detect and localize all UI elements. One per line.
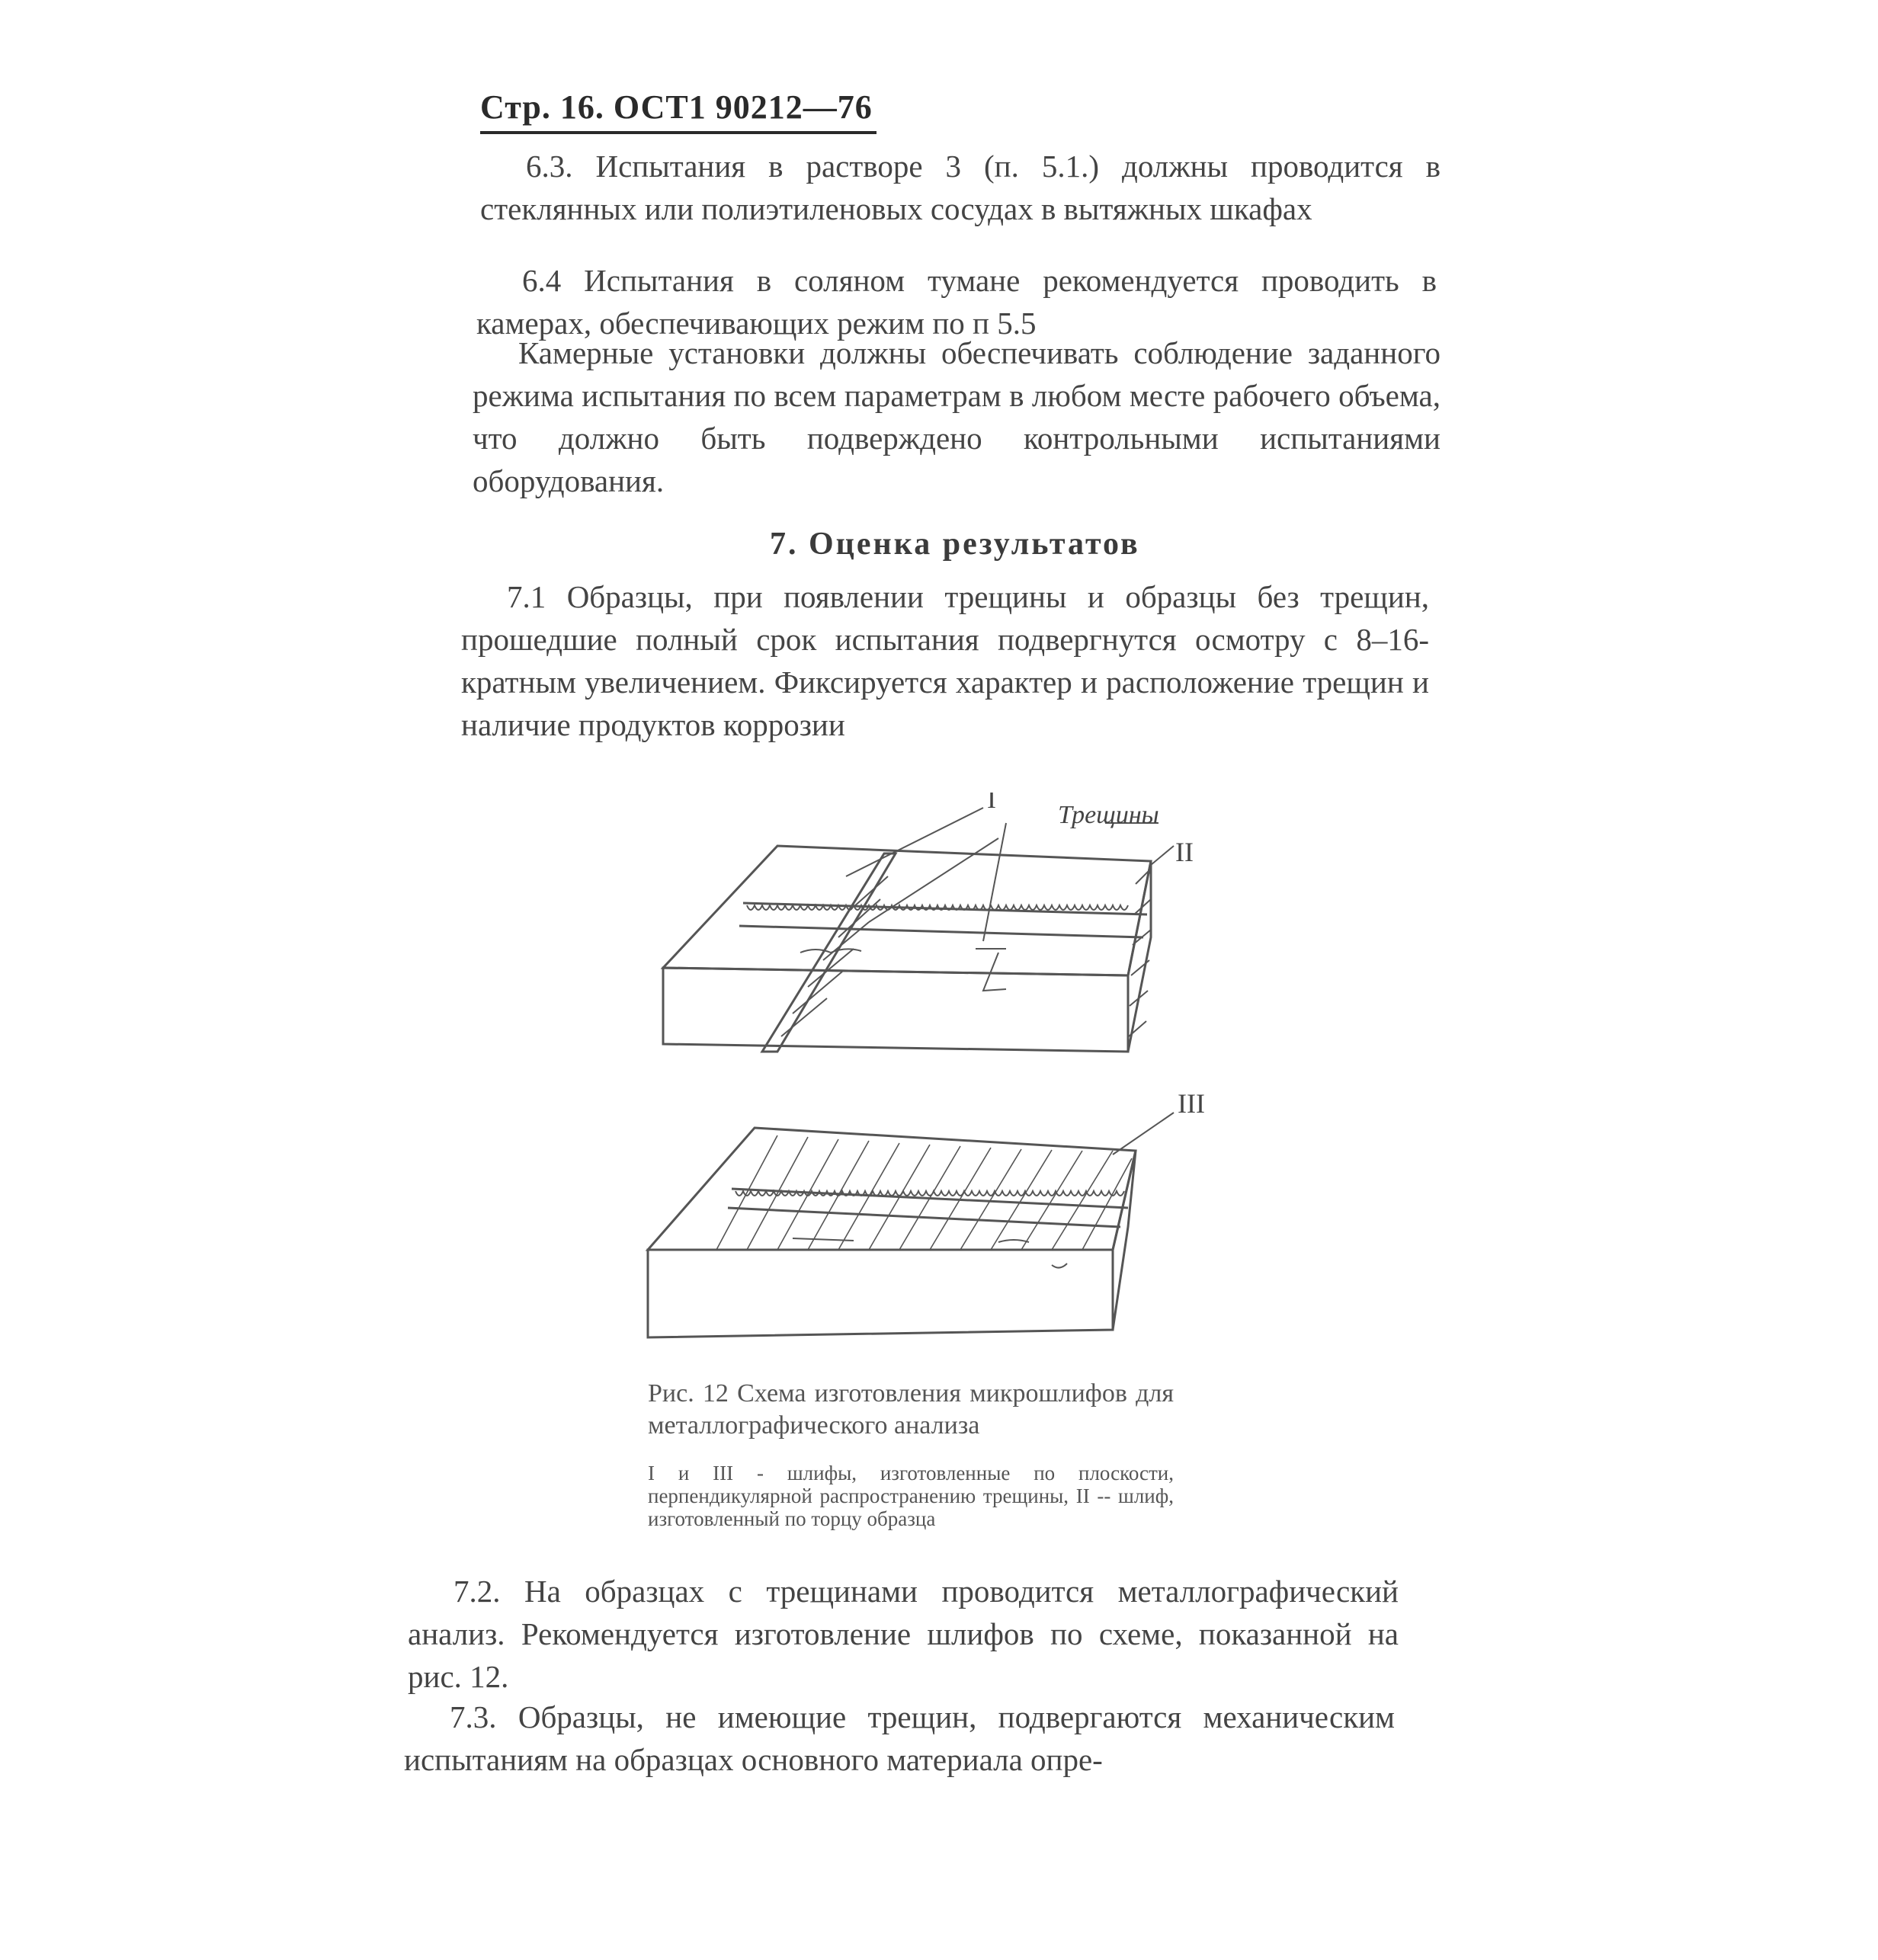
page-header: Стр. 16. ОСТ1 90212—76 <box>480 88 877 134</box>
label-iii: III <box>1178 1088 1205 1119</box>
paragraph-7-3: 7.3. Образцы, не имеющие трещин, подвергаются механическим испытаниям на образцах основного материала опре- <box>404 1699 1395 1777</box>
figure-note: I и III - шлифы, изготовленные по плоскости, перпендикулярной распространению трещины, II -- шлиф, изготовленный по торцу образца <box>648 1462 1174 1530</box>
paragraph-7-2: 7.2. На образцах с трещинами проводится металлографический анализ. Рекомендуется изготовление шлифов по схеме, показанной на рис. 12. <box>408 1574 1399 1694</box>
paragraph-6-4-cont: Камерные установки должны обеспечивать соблюдение заданного режима испытания по всем параметрам в любом месте рабочего объема, что должно быть подверждено контрольными испытаниями оборудования. <box>473 335 1441 498</box>
figure-12 <box>625 793 1219 1372</box>
upper-block-side <box>1128 861 1151 1052</box>
label-cracks: Трещины <box>1058 801 1159 829</box>
upper-block-front <box>663 968 1128 1052</box>
lower-block-front <box>648 1250 1113 1337</box>
upper-block-top <box>663 846 1151 975</box>
paragraph-6-4: 6.4 Испытания в соляном тумане рекомендуется проводить в камерах, обеспечивающих режим по п 5.5 <box>476 263 1437 341</box>
figure-caption: Рис. 12 Схема изготовления микрошлифов для металлографического анализа <box>648 1379 1174 1440</box>
paragraph-7-1: 7.1 Образцы, при появлении трещины и образцы без трещин, прошедшие полный срок испытания подвергнутся осмотру с 8–16-кратным увеличением. Фиксируется характер и расположение трещин и наличие продуктов коррозии <box>461 579 1429 742</box>
label-i: I <box>987 793 996 814</box>
figure-12-drawing <box>625 793 1219 1372</box>
label-ii: II <box>1175 837 1194 867</box>
paragraph-6-3: 6.3. Испытания в растворе 3 (п. 5.1.) должны проводится в стеклянных или полиэтиленовых сосудах в вытяжных шкафах <box>480 149 1441 226</box>
section-7-title: 7. Оценка результатов <box>770 527 1140 562</box>
